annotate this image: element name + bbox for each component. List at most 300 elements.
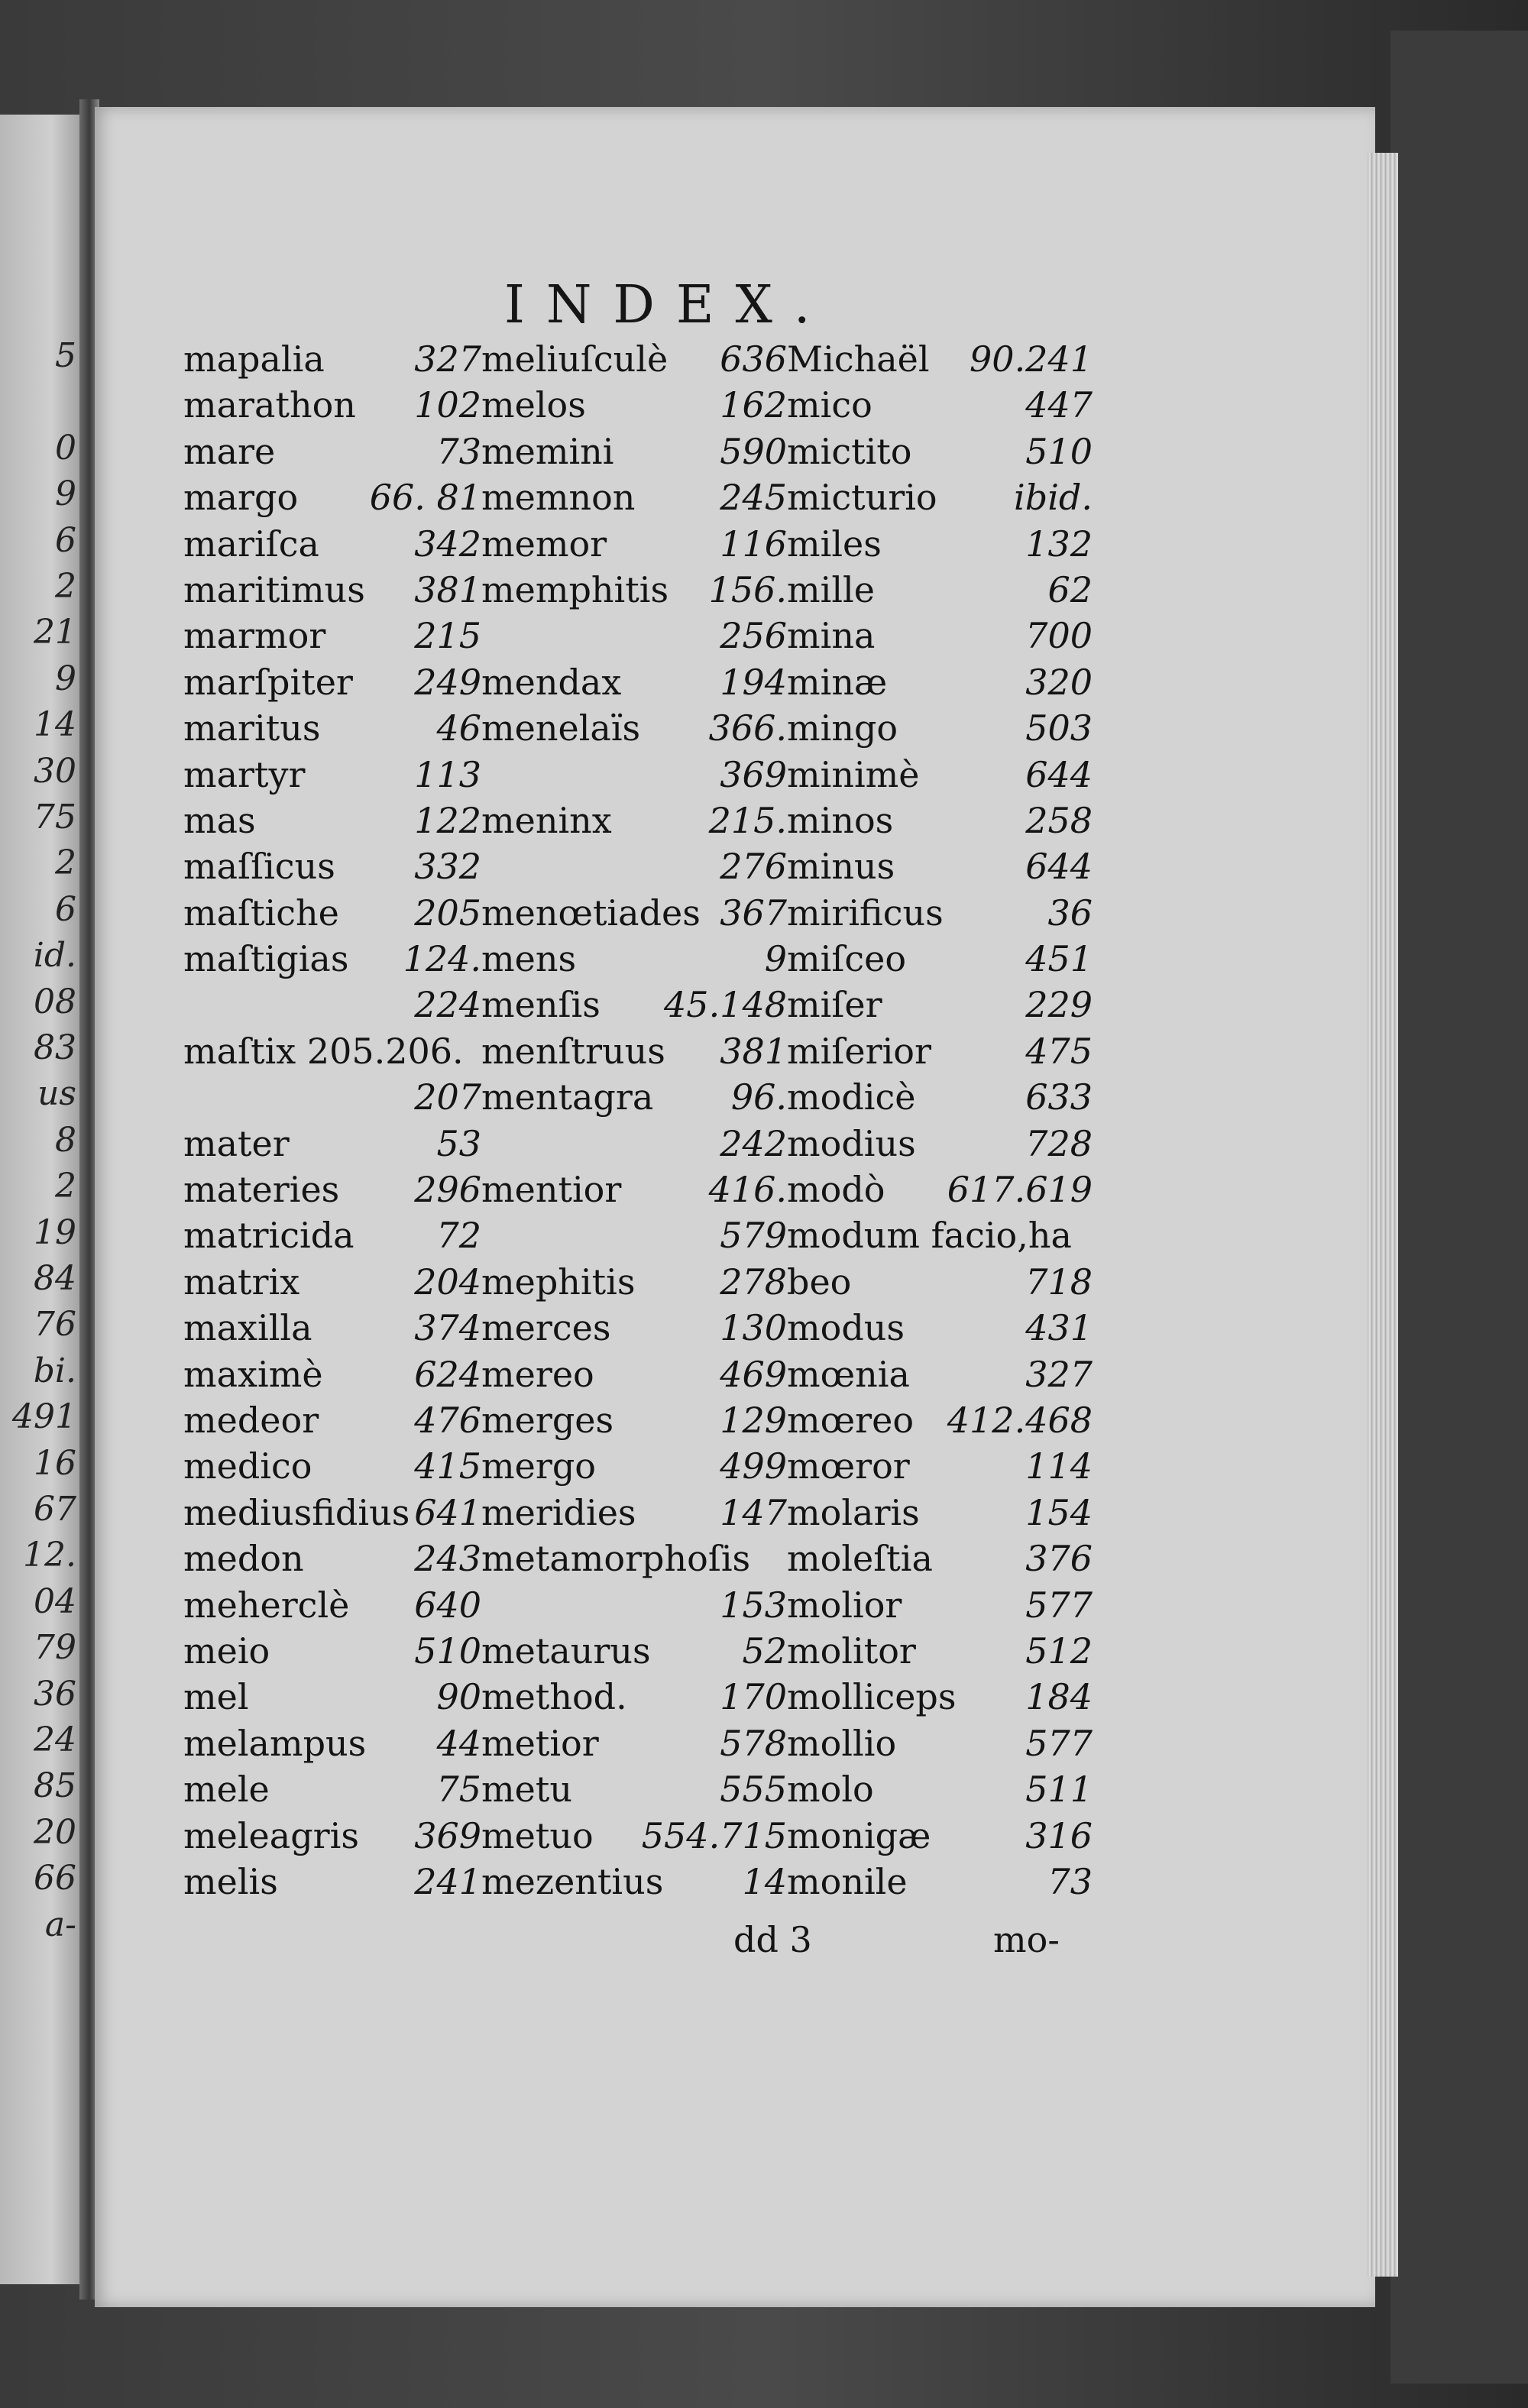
index-page-ref: 415	[414, 1445, 481, 1487]
index-page-ref: 381	[414, 568, 481, 610]
index-entry	[481, 1305, 787, 1351]
index-page-ref: 129	[720, 1399, 787, 1441]
left-page-fragment-text: 2	[55, 843, 76, 883]
index-entry	[787, 752, 1093, 798]
index-page-ref: 503	[1025, 707, 1093, 749]
index-entry	[183, 1582, 481, 1628]
index-entry	[481, 1628, 787, 1674]
index-word: mapalia	[183, 338, 325, 380]
index-entry	[787, 1121, 1093, 1167]
index-word: matrix	[183, 1261, 300, 1303]
index-entry	[787, 1259, 1093, 1305]
index-word: mezentius	[481, 1860, 664, 1902]
index-entry	[481, 1028, 787, 1074]
index-word: metaurus	[481, 1630, 651, 1672]
index-word: mele	[183, 1769, 270, 1811]
left-page-fragment-text: 66	[34, 1859, 76, 1898]
index-entry	[787, 1305, 1093, 1351]
index-entry	[481, 982, 787, 1028]
index-page-ref: 204	[414, 1261, 481, 1303]
index-page-ref: 376	[1025, 1538, 1093, 1580]
index-word: moleſtia	[787, 1538, 933, 1580]
index-word: meninx	[481, 799, 612, 841]
index-page-ref: 374	[414, 1307, 481, 1349]
index-word: minos	[787, 799, 894, 841]
index-entry	[481, 1766, 787, 1812]
index-entry	[787, 1167, 1093, 1212]
index-entry	[183, 1490, 481, 1536]
index-entry	[787, 1397, 1093, 1443]
index-page-ref: 256	[720, 615, 787, 657]
left-page-fragment-text: 84	[34, 1259, 76, 1298]
index-word: maximè	[183, 1353, 323, 1395]
index-entry	[481, 798, 787, 843]
index-page-ref: 113	[414, 753, 481, 795]
left-page-fragment-text: 9	[55, 474, 76, 514]
index-page-ref: 124.	[403, 938, 481, 980]
index-word: beo	[787, 1261, 852, 1303]
index-page-ref: 215	[414, 615, 481, 657]
index-word: micturio	[787, 477, 937, 519]
catchword: mo-	[993, 1919, 1060, 1960]
index-word: mariſca	[183, 523, 319, 565]
index-entry	[481, 567, 787, 613]
index-word: mœreo	[787, 1399, 915, 1441]
index-word: maſſicus	[183, 846, 335, 888]
index-word: mina	[787, 615, 876, 657]
index-word: molior	[787, 1584, 902, 1626]
index-page-ref: 366.	[708, 707, 787, 749]
index-word: metamorphoſis	[481, 1538, 751, 1580]
index-word: maſtix 205.206.	[183, 1030, 464, 1072]
index-page-ref: 332	[414, 846, 481, 888]
index-entry	[787, 1212, 1093, 1258]
index-page-ref: 130	[720, 1307, 787, 1349]
index-page-ref: 276	[720, 846, 787, 888]
index-page-ref: 476	[414, 1399, 481, 1441]
index-page-ref: 258	[1025, 799, 1093, 841]
left-page-fragment	[0, 115, 86, 2284]
index-word: mille	[787, 568, 875, 610]
index-entry	[183, 1628, 481, 1674]
index-entry	[183, 798, 481, 843]
index-page-ref: 367	[720, 892, 787, 934]
index-word: molaris	[787, 1491, 920, 1533]
index-page-ref: 554.715	[641, 1814, 787, 1856]
index-word: medon	[183, 1538, 304, 1580]
index-entry	[787, 1813, 1093, 1859]
left-page-fragment-text: 6	[55, 520, 76, 560]
index-word: mœror	[787, 1445, 910, 1487]
index-word: mingo	[787, 707, 898, 749]
page-title: INDEX.	[504, 275, 832, 335]
index-entry	[481, 843, 787, 889]
left-page-fragment-text: 67	[34, 1490, 76, 1529]
index-page-ref: 215.	[708, 799, 787, 841]
index-word: meio	[183, 1630, 270, 1672]
index-word: meleagris	[183, 1814, 359, 1856]
index-page-ref: 14	[742, 1860, 787, 1902]
index-page-ref: ibid.	[1014, 477, 1093, 519]
index-entry	[183, 1212, 481, 1258]
index-page-ref: 205	[414, 892, 481, 934]
index-page-ref: 241	[414, 1860, 481, 1902]
index-page-ref: 153	[720, 1584, 787, 1626]
index-page-ref: 316	[1025, 1814, 1093, 1856]
left-page-fragment-text: us	[37, 1074, 76, 1114]
index-entry	[787, 1766, 1093, 1812]
index-entry	[481, 1121, 787, 1167]
index-word: molliceps	[787, 1676, 957, 1718]
left-page-fragment-text: 20	[34, 1812, 76, 1852]
index-entry	[183, 936, 481, 982]
index-page-ref: 555	[720, 1769, 787, 1811]
index-page-ref: 590	[720, 430, 787, 472]
index-entry	[183, 1351, 481, 1397]
index-entry	[481, 1582, 787, 1628]
index-word: melis	[183, 1860, 278, 1902]
index-entry	[183, 752, 481, 798]
index-page-ref: 640	[414, 1584, 481, 1626]
left-page-fragment-text: 0	[55, 428, 76, 468]
index-page-ref: 132	[1025, 523, 1093, 565]
index-word: materies	[183, 1169, 340, 1211]
index-page-ref: 66. 81	[369, 477, 481, 519]
index-entry	[787, 1720, 1093, 1766]
index-word: metior	[481, 1722, 599, 1764]
index-word: maritimus	[183, 568, 365, 610]
index-entry	[183, 843, 481, 889]
index-word: metuo	[481, 1814, 594, 1856]
index-page-ref: 633	[1025, 1076, 1093, 1118]
index-word: mas	[183, 799, 256, 841]
index-word: mediusfidius	[183, 1491, 410, 1533]
index-page-ref: 327	[1025, 1353, 1093, 1395]
index-page-ref: 416.	[708, 1169, 787, 1211]
left-page-fragment-text: 8	[55, 1120, 76, 1160]
index-page-ref: 700	[1025, 615, 1093, 657]
index-page-ref: 73	[1047, 1860, 1093, 1902]
index-entry	[481, 1720, 787, 1766]
index-entry	[481, 336, 787, 382]
index-entry	[183, 521, 481, 567]
index-page-ref: 342	[414, 523, 481, 565]
index-entry	[183, 1536, 481, 1581]
index-page-ref: 278	[720, 1261, 787, 1303]
index-word: matricida	[183, 1215, 354, 1257]
signature-mark: dd 3	[733, 1919, 812, 1960]
index-page-ref: 53	[436, 1122, 481, 1164]
index-word: miſerior	[787, 1030, 931, 1072]
index-page-ref: 718	[1025, 1261, 1093, 1303]
index-word: memor	[481, 523, 607, 565]
index-word: menſis	[481, 984, 601, 1026]
index-page-ref: 154	[1025, 1491, 1093, 1533]
index-entry	[183, 1674, 481, 1720]
index-entry	[787, 982, 1093, 1028]
index-word: memphitis	[481, 568, 669, 610]
index-entry	[787, 1536, 1093, 1581]
index-word: marmor	[183, 615, 326, 657]
index-word: mirificus	[787, 892, 944, 934]
index-page-ref: 369	[414, 1814, 481, 1856]
index-entry	[183, 336, 481, 382]
index-page-ref: 510	[1025, 430, 1093, 472]
index-entry	[787, 798, 1093, 843]
index-page-ref: 72	[436, 1215, 481, 1257]
left-page-fragment-text: 21	[34, 613, 76, 652]
left-page-fragment-text: 9	[55, 659, 76, 698]
index-entry	[183, 1259, 481, 1305]
index-word: meliuſculè	[481, 338, 668, 380]
index-page-ref: 469	[720, 1353, 787, 1395]
index-word: minæ	[787, 661, 888, 703]
index-word: mel	[183, 1676, 249, 1718]
index-word: melampus	[183, 1722, 367, 1764]
index-page-ref: 242	[720, 1122, 787, 1164]
index-page-ref: 624	[414, 1353, 481, 1395]
index-page-ref: 475	[1025, 1030, 1093, 1072]
index-page-ref: 320	[1025, 661, 1093, 703]
index-entry	[787, 936, 1093, 982]
index-word: mentior	[481, 1169, 622, 1211]
index-word: mollio	[787, 1722, 897, 1764]
left-page-fragment-text: 08	[34, 982, 76, 1021]
index-word: marſpiter	[183, 661, 353, 703]
index-entry	[183, 1028, 481, 1074]
index-entry	[183, 429, 481, 474]
index-entry	[787, 890, 1093, 936]
index-page-ref: 579	[720, 1215, 787, 1257]
index-word: miſceo	[787, 938, 907, 980]
index-word: monile	[787, 1860, 908, 1902]
index-page-ref: 75	[436, 1769, 481, 1811]
index-entry	[787, 382, 1093, 428]
index-page-ref: 327	[414, 338, 481, 380]
index-entry	[183, 659, 481, 705]
index-page-ref: 114	[1025, 1445, 1093, 1487]
index-entry	[787, 336, 1093, 382]
index-word: modus	[787, 1307, 905, 1349]
index-entry	[481, 1212, 787, 1258]
index-page-ref: 636	[720, 338, 787, 380]
left-page-fragment-text: 14	[34, 705, 76, 745]
index-entry	[481, 1674, 787, 1720]
index-entry	[481, 1490, 787, 1536]
index-word: miſer	[787, 984, 882, 1026]
index-word: meherclè	[183, 1584, 350, 1626]
index-word: mendax	[481, 661, 622, 703]
index-entry	[787, 705, 1093, 751]
index-word: metu	[481, 1769, 572, 1811]
index-entry	[481, 474, 787, 520]
index-page-ref: 90.241	[970, 338, 1093, 380]
index-page-ref: 511	[1025, 1769, 1093, 1811]
index-entry	[787, 1628, 1093, 1674]
index-entry	[481, 613, 787, 659]
index-word: medeor	[183, 1399, 319, 1441]
index-word: maſtiche	[183, 892, 339, 934]
index-word: modò	[787, 1169, 885, 1211]
index-entry	[481, 1259, 787, 1305]
index-entry	[481, 890, 787, 936]
index-word: mereo	[481, 1353, 594, 1395]
index-page-ref: 96.	[730, 1076, 787, 1118]
left-page-fragment-text: a-	[44, 1905, 76, 1944]
left-page-fragment-text: 491	[12, 1397, 76, 1437]
index-entry	[481, 1074, 787, 1120]
index-entry	[787, 567, 1093, 613]
index-word: margo	[183, 477, 299, 519]
index-word: Michaël	[787, 338, 930, 380]
index-page-ref: 431	[1025, 1307, 1093, 1349]
index-entry	[481, 659, 787, 705]
left-page-fragment-text: 76	[34, 1305, 76, 1345]
index-word: method.	[481, 1676, 627, 1718]
index-page-ref: 451	[1025, 938, 1093, 980]
index-page-ref: 122	[414, 799, 481, 841]
index-page-ref: 617.619	[947, 1169, 1093, 1211]
index-entry	[481, 382, 787, 428]
index-entry	[183, 982, 481, 1028]
index-word: maritus	[183, 707, 321, 749]
left-page-fragment-text: 6	[55, 889, 76, 929]
index-entry	[183, 1443, 481, 1489]
index-page-ref: 510	[414, 1630, 481, 1672]
index-entry	[787, 1074, 1093, 1120]
index-page-ref: 644	[1025, 753, 1093, 795]
index-entry	[787, 1028, 1093, 1074]
index-entry	[481, 1859, 787, 1905]
index-entry	[787, 613, 1093, 659]
index-word: mephitis	[481, 1261, 636, 1303]
index-entry	[787, 1443, 1093, 1489]
index-page-ref: 62	[1047, 568, 1093, 610]
left-page-fragment-text: id.	[33, 936, 76, 976]
index-entry	[183, 1720, 481, 1766]
index-page-ref: 207	[414, 1076, 481, 1118]
index-word: modicè	[787, 1076, 916, 1118]
index-page-ref: 184	[1025, 1676, 1093, 1718]
index-entry	[481, 752, 787, 798]
index-page-ref: 577	[1025, 1584, 1093, 1626]
index-entry	[183, 1813, 481, 1859]
index-entry	[787, 659, 1093, 705]
index-word: melos	[481, 384, 586, 426]
index-word: menelaïs	[481, 707, 641, 749]
index-entry	[481, 1351, 787, 1397]
left-page-fragment-text: 85	[34, 1766, 76, 1806]
index-entry	[481, 936, 787, 982]
index-page-ref: 36	[1047, 892, 1093, 934]
index-page-ref: 116	[720, 523, 787, 565]
index-word: molo	[787, 1769, 874, 1811]
index-entry	[787, 843, 1093, 889]
index-entry	[787, 1490, 1093, 1536]
left-page-fragment-text: 04	[34, 1581, 76, 1621]
index-word: menſtruus	[481, 1030, 665, 1072]
index-page-ref: 577	[1025, 1722, 1093, 1764]
index-page-ref: 102	[414, 384, 481, 426]
index-page-ref: 224	[414, 984, 481, 1026]
index-entry	[183, 1397, 481, 1443]
index-entry	[787, 1859, 1093, 1905]
index-entry	[183, 474, 481, 520]
index-word: mare	[183, 430, 276, 472]
index-page-ref: 162	[720, 384, 787, 426]
index-word: marathon	[183, 384, 356, 426]
index-column-2	[481, 336, 787, 1905]
index-entry	[481, 429, 787, 474]
index-page-ref: 45.148	[664, 984, 787, 1026]
index-page-ref: 44	[436, 1722, 481, 1764]
left-page-fragment-text: 79	[34, 1628, 76, 1668]
index-entry	[183, 613, 481, 659]
index-page-ref: 52	[742, 1630, 787, 1672]
index-page-ref: 641	[414, 1491, 481, 1533]
index-entry	[183, 1074, 481, 1120]
index-page-ref: 194	[720, 661, 787, 703]
index-entry	[481, 1813, 787, 1859]
index-page-ref: 9	[764, 938, 787, 980]
left-page-fragment-text: 24	[34, 1720, 76, 1759]
index-page-ref: 728	[1025, 1122, 1093, 1164]
left-page-fragment-text: 5	[55, 336, 76, 375]
index-entry	[787, 1351, 1093, 1397]
index-word: memnon	[481, 477, 636, 519]
index-entry	[481, 1397, 787, 1443]
index-entry	[481, 1536, 787, 1581]
index-entry	[787, 521, 1093, 567]
index-entry	[481, 1167, 787, 1212]
left-page-fragment-text: 2	[55, 567, 76, 606]
index-page-ref: 90	[436, 1676, 481, 1718]
index-word: molitor	[787, 1630, 916, 1672]
index-word: menœtiades	[481, 892, 701, 934]
index-word: mergo	[481, 1445, 596, 1487]
index-word: mictito	[787, 430, 912, 472]
index-word: meridies	[481, 1491, 636, 1533]
index-entry	[183, 382, 481, 428]
left-page-fragment-text: 19	[34, 1212, 76, 1252]
index-page-ref: 578	[720, 1722, 787, 1764]
page-edges	[1368, 153, 1398, 2277]
index-column-1	[183, 336, 481, 1905]
book-cover-edge	[1390, 31, 1528, 2384]
index-entry	[183, 705, 481, 751]
index-entry	[183, 890, 481, 936]
index-page-ref: 447	[1025, 384, 1093, 426]
left-page-fragment-text: 30	[34, 751, 76, 791]
index-word: mens	[481, 938, 577, 980]
index-page-ref: 499	[720, 1445, 787, 1487]
index-column-3	[787, 336, 1093, 1905]
index-entry	[481, 1443, 787, 1489]
index-entry	[183, 1167, 481, 1212]
index-page-ref: 229	[1025, 984, 1093, 1026]
index-page-ref: 412.468	[947, 1399, 1093, 1441]
index-entry	[183, 1121, 481, 1167]
index-word: monigæ	[787, 1814, 931, 1856]
index-entry	[481, 521, 787, 567]
index-word: maxilla	[183, 1307, 312, 1349]
index-page-ref: 369	[720, 753, 787, 795]
index-word: mater	[183, 1122, 290, 1164]
index-entry	[787, 474, 1093, 520]
index-page-ref: 381	[720, 1030, 787, 1072]
index-page-ref: 249	[414, 661, 481, 703]
left-page-fragment-text: 2	[55, 1167, 76, 1206]
